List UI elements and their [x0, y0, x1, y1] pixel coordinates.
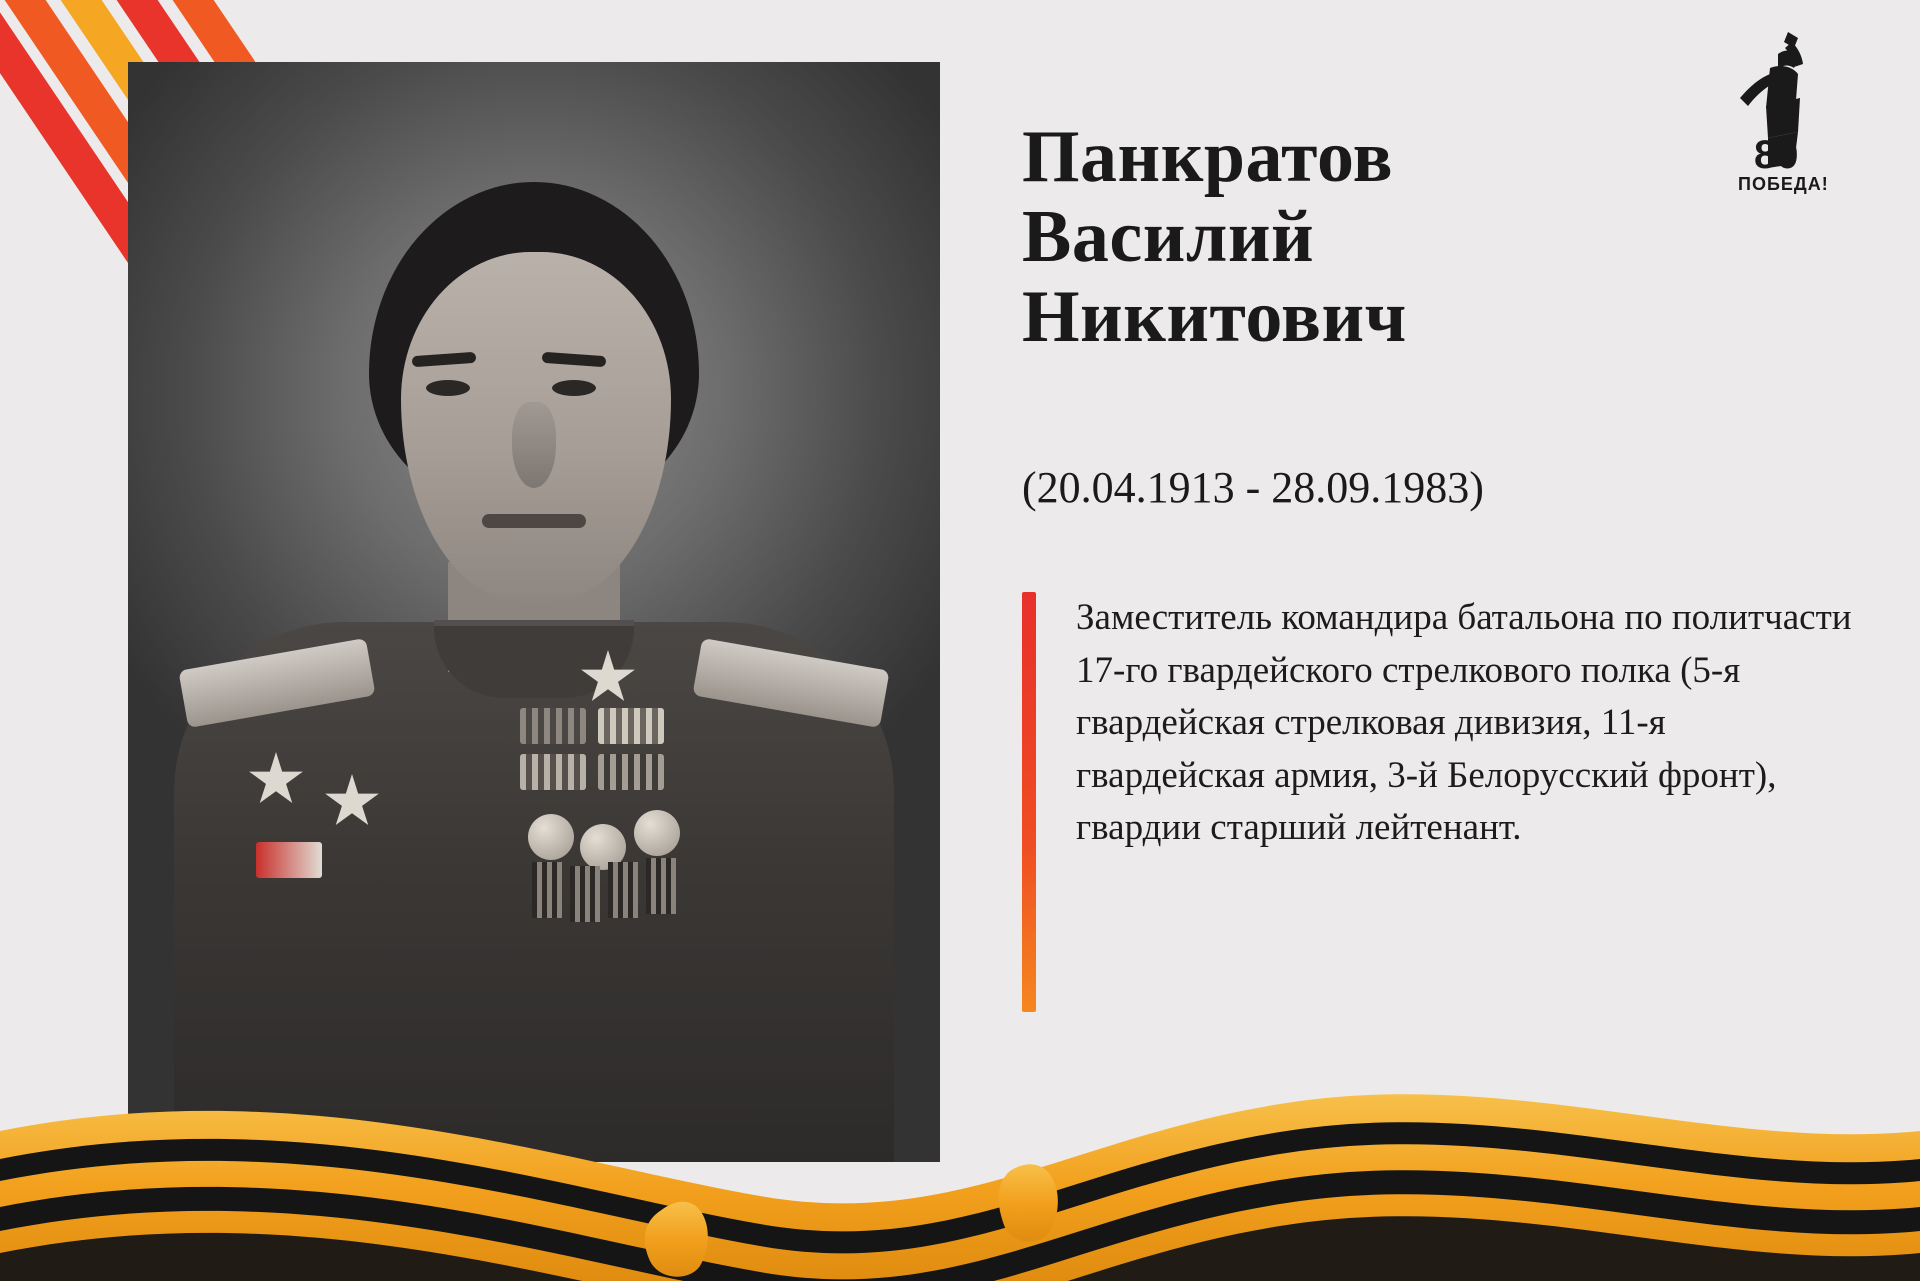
medal-ribbon-bar-1 — [520, 708, 586, 744]
person-name — [1022, 118, 1782, 358]
description-block — [1022, 592, 1862, 1012]
medal-ribbon-3 — [608, 862, 638, 918]
ribbon-black-stripe-3 — [0, 1216, 1920, 1281]
order-badge-red — [256, 842, 322, 878]
mouth-shape — [482, 514, 586, 528]
ribbon-fold — [645, 1202, 708, 1277]
description-text: Заместитель командира батальона по политчасти 17-го гвардейского стрелкового полка (5-я гвардейская стрелковая дивизия, 11-я гвардейская армия, 3-й Белорусский фронт), гвардии старший лейтенант. — [1076, 597, 1852, 849]
eye-right — [552, 380, 596, 396]
medal-round-3 — [634, 810, 680, 856]
victory-80-logo — [1726, 28, 1842, 198]
motherland-calls-statue-icon — [1726, 28, 1842, 198]
logo-anniversary-number: 80 — [1754, 133, 1799, 177]
medal-ribbon-2 — [570, 866, 600, 922]
medal-round-1 — [528, 814, 574, 860]
medal-ribbon-bar-4 — [598, 754, 664, 790]
nose-shape — [512, 402, 556, 488]
ribbon-black-stripe-2 — [0, 1170, 1920, 1281]
person-first-name: Василий — [1022, 195, 1315, 278]
person-surname: Панкратов — [1022, 116, 1394, 198]
life-dates: (20.04.1913 - 28.09.1983) — [1022, 463, 1484, 512]
ribbon-fold-2 — [999, 1164, 1058, 1241]
portrait-photo-image — [128, 62, 940, 1162]
medal-ribbon-bar-3 — [520, 754, 586, 790]
medal-ribbon-bar-2 — [598, 708, 664, 744]
portrait-photo — [128, 62, 940, 1162]
medal-ribbon-4 — [646, 858, 676, 914]
eye-left — [426, 380, 470, 396]
person-patronymic: Никитович — [1022, 275, 1407, 358]
description-accent-bar — [1022, 592, 1036, 1012]
medal-ribbon-1 — [532, 862, 562, 918]
logo-caption: ПОБЕДА! — [1738, 174, 1829, 194]
